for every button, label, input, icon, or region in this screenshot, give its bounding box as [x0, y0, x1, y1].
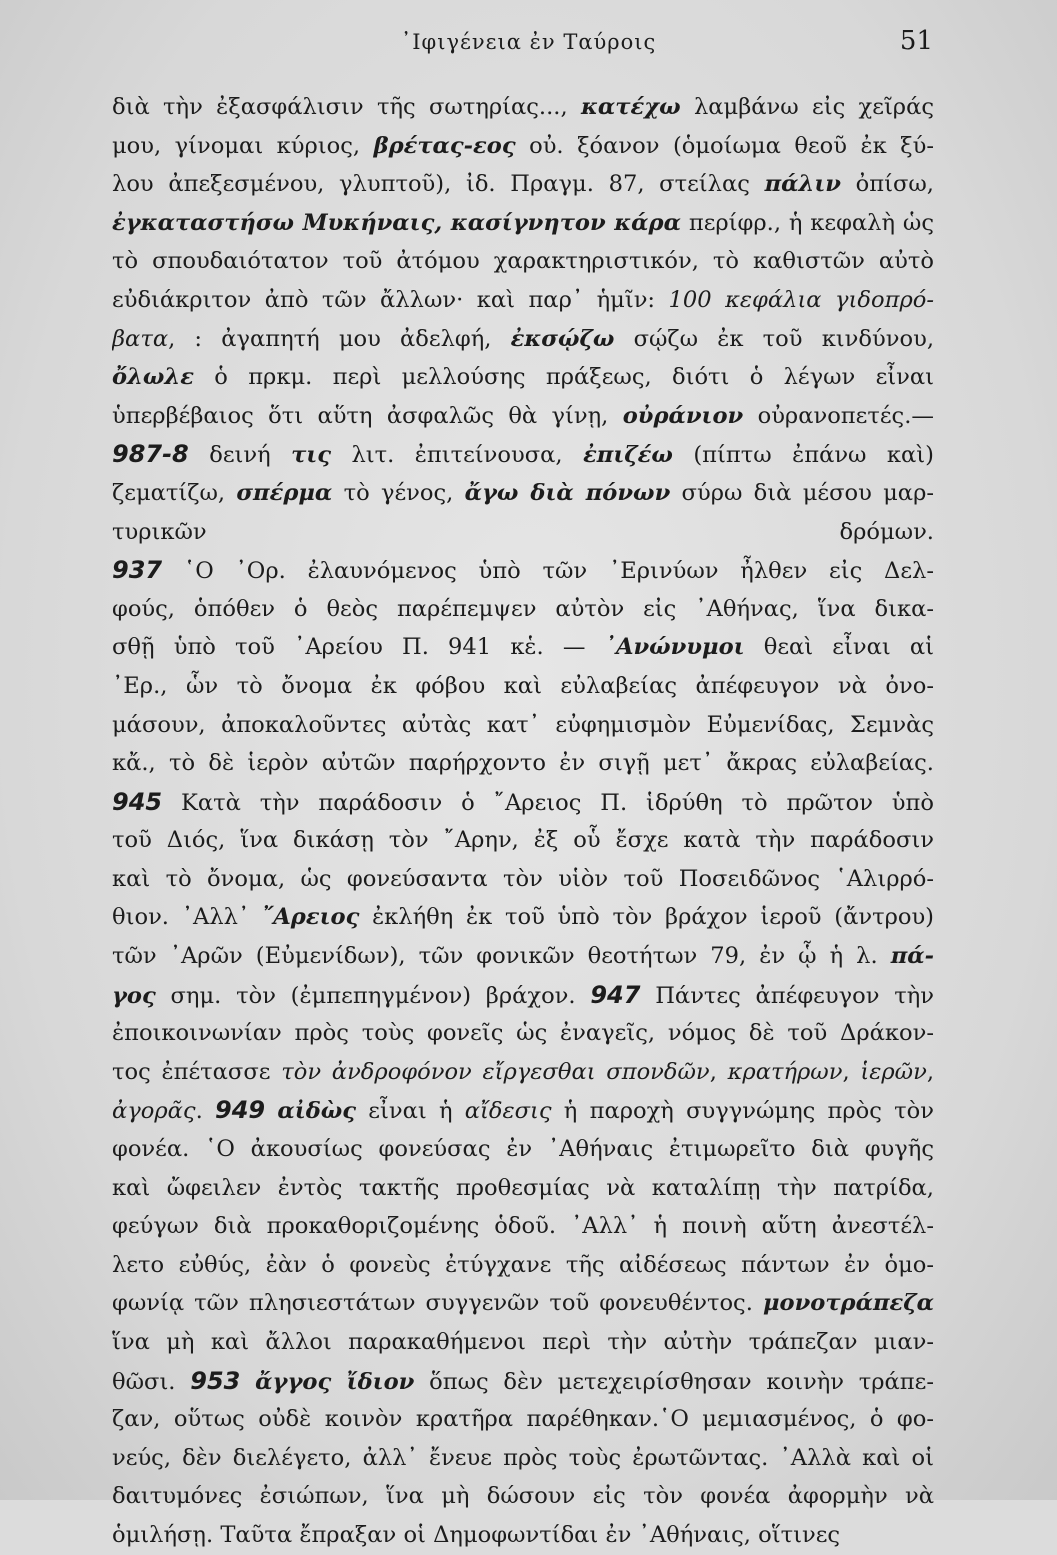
- line-text: οὐ. ξόανον (ὁμοίωμα θεοῦ ἐκ ξύ-: [515, 132, 934, 159]
- text-line: [112, 1246, 934, 1285]
- lemma-text: ἐπιζέω: [583, 442, 673, 469]
- line-text: λετο εὐθύς, ἐὰν ὁ φονεὺς ἐτύγχανε τῆς αἰδέσεως πάντων ἐν ὁμο-: [112, 1251, 934, 1278]
- line-text: Πάντες ἀπέφευγον τὴν: [640, 982, 934, 1009]
- text-line: [112, 860, 934, 899]
- text-line: [112, 783, 934, 822]
- lemma-text: βρέτας-εος: [373, 132, 516, 159]
- line-text: κἄ., τὸ δὲ ἱερὸν αὐτῶν παρήρχοντο ἐν σιγῇ μετ᾽ ἄκρας εὐλαβείας.: [112, 750, 934, 777]
- text-line: [112, 513, 934, 552]
- line-text: οὐρανοπετές.—: [743, 402, 934, 429]
- text-line: [112, 281, 934, 320]
- line-text: λαμβάνω εἰς χεῖράς: [680, 94, 934, 120]
- page-number: 51: [899, 26, 933, 56]
- commentary-text: [112, 88, 934, 1555]
- line-text: ἐποικοινωνίαν πρὸς τοὺς φονεῖς ὡς ἐναγεῖς, νόμος δὲ τοῦ Δράκον-: [112, 1020, 934, 1047]
- text-line: [112, 242, 934, 281]
- line-text: θῶσι.: [112, 1368, 191, 1395]
- text-line: [112, 435, 934, 474]
- verse-number: 937: [112, 556, 163, 585]
- text-line: [112, 1362, 934, 1401]
- lemma-text: σπέρμα: [236, 479, 333, 506]
- lemma-text: οὐράνιον: [622, 402, 744, 429]
- line-text: εὐδιάκριτον ἀπὸ τῶν ἄλλων· καὶ παρ᾽ ἡμῖν:: [112, 286, 669, 313]
- line-text: λιτ. ἐπιτείνουσα,: [331, 442, 584, 469]
- text-line: [112, 744, 934, 783]
- line-text: σθῇ ὑπὸ τοῦ ᾿Αρείου Π. 941 κἑ. —: [112, 634, 605, 661]
- line-text: φονέα. ῾Ο ἀκουσίως φονεύσας ἐν ᾿Αθήναις ἐτιμωρεῖτο διὰ φυγῆς: [112, 1136, 934, 1163]
- text-line: [112, 165, 934, 204]
- text-line: [112, 1053, 934, 1092]
- line-text: τὸ σπουδαιότατον τοῦ ἀτόμου χαρακτηριστικόν, τὸ καθιστῶν αὐτὸ: [112, 248, 934, 275]
- line-text: καὶ ὤφειλεν ἐντὸς τακτῆς προθεσμίας νὰ καταλίπῃ τὴν πατρίδα,: [112, 1174, 934, 1201]
- text-line: [112, 474, 934, 513]
- line-text: ῾Ο ᾿Ορ. ἐλαυνόμενος ὑπὸ τῶν ᾿Ερινύων ἦλθεν εἰς Δελ-: [162, 558, 934, 585]
- text-line: [112, 1014, 934, 1053]
- lemma-text: ἀγορᾶς: [112, 1098, 196, 1125]
- lemma-text: τις: [291, 442, 332, 469]
- lemma-text: αἴδεσις: [464, 1098, 552, 1125]
- text-line: [112, 937, 934, 976]
- lemma-text: γος: [112, 982, 156, 1009]
- lemma-text: κρατήρων: [727, 1058, 843, 1085]
- text-line: [112, 667, 934, 706]
- line-text: φωνίᾳ τῶν πλησιεστάτων συγγενῶν τοῦ φονευθέντος.: [112, 1290, 763, 1317]
- line-text: ζαν, οὕτως οὐδὲ κοινὸν κρατῆρα παρέθηκαν.῾Ο μεμιασμένος, ὁ φο-: [112, 1406, 934, 1433]
- text-line: [112, 204, 934, 243]
- line-text: ἵνα μὴ καὶ ἄλλοι παρακαθήμενοι περὶ τὴν αὐτὴν τράπεζαν μιαν-: [112, 1329, 934, 1355]
- lemma-text: ὄλωλε: [112, 364, 195, 391]
- line-text: θεαὶ εἶναι αἱ: [744, 634, 934, 661]
- line-text: θιον. ᾿Αλλ᾽: [112, 904, 262, 931]
- line-text: τος ἐπέτασσε: [112, 1058, 282, 1085]
- text-line: [112, 628, 934, 667]
- lemma-text: πάλιν: [764, 171, 841, 198]
- text-line: [112, 1091, 934, 1130]
- text-line: [112, 1400, 934, 1439]
- line-text: σῴζω ἐκ τοῦ κινδύνου,: [614, 325, 934, 352]
- text-line: [112, 358, 934, 397]
- line-text: ἡ παροχὴ συγγνώμης πρὸς τὸν: [551, 1098, 934, 1125]
- lemma-text: κατέχω: [580, 94, 681, 120]
- line-text: Κατὰ τὴν παράδοσιν ὁ ῎Αρειος Π. ἱδρύθη τὸ πρῶτον ὑπὸ: [162, 789, 934, 816]
- line-text: ζεματίζω,: [112, 479, 237, 506]
- verse-number: 987-8: [112, 440, 189, 469]
- lemma-text: ῎Αρειος: [261, 904, 360, 931]
- text-line: [112, 976, 934, 1015]
- line-text: [240, 1369, 255, 1395]
- text-line: [112, 551, 934, 590]
- lemma-text: ἄγω διὰ πόνων: [464, 479, 671, 506]
- lemma-text: αἰδὼς: [277, 1098, 357, 1125]
- line-text: περίφρ., ἡ κεφαλὴ ὡς: [680, 209, 934, 236]
- verse-number: 947: [590, 980, 641, 1009]
- verse-number: 953: [190, 1366, 241, 1395]
- verse-number: 945: [112, 787, 163, 816]
- text-line: [112, 397, 934, 436]
- text-line: [112, 1439, 934, 1478]
- line-text: τῶν ᾿Αρῶν (Εὐμενίδων), τῶν φονικῶν θεοτήτων 79, ἐν ᾧ ἡ λ.: [112, 943, 891, 970]
- line-text: ,: [709, 1058, 728, 1085]
- text-line: [112, 320, 934, 359]
- line-text: μάσουν, ἀποκαλοῦντες αὐτὰς κατ᾽ εὐφημισμὸν Εὐμενίδας, Σεμνὰς: [112, 711, 934, 738]
- line-text: σημ. τὸν (ἐμπεπηγμένον) βράχον.: [155, 982, 591, 1009]
- text-line: [112, 1207, 934, 1246]
- line-text: .: [195, 1098, 215, 1125]
- text-line: [112, 1284, 934, 1323]
- text-line: [112, 706, 934, 745]
- text-line: [112, 88, 934, 127]
- line-text: ἐκλήθη ἐκ τοῦ ὑπὸ τὸν βράχον ἱεροῦ (ἄντρου): [359, 904, 934, 931]
- line-text: σύρω διὰ μέσου μαρ-: [670, 479, 934, 506]
- line-text: ὀπίσω,: [840, 171, 934, 198]
- line-text: , : ἀγαπητή μου ἀδελφή,: [168, 325, 511, 352]
- line-text: δαιτυμόνες ἐσιώπων, ἵνα μὴ δώσουν εἰς τὸν φονέα ἀφορμὴν νὰ: [112, 1483, 934, 1510]
- lemma-text: ἐγκαταστήσω Μυκήναις, κασίγνητον κάρα: [112, 209, 681, 236]
- lemma-text: ἱερῶν: [860, 1058, 927, 1085]
- line-text: (πίπτω ἐπάνω καὶ): [672, 442, 934, 469]
- line-text: ὑπερβέβαιος ὅτι αὕτη ἀσφαλῶς θὰ γίνῃ,: [112, 402, 623, 429]
- line-text: διὰ τὴν ἐξασφάλισιν τῆς σωτηρίας...,: [112, 94, 581, 120]
- line-text: λου ἀπεξεσμένου, γλυπτοῦ), ἰδ. Πραγμ. 87, στείλας: [112, 171, 765, 198]
- lemma-text: τὸν ἀνδροφόνον εἴργεσθαι σπονδῶν: [281, 1058, 710, 1085]
- line-text: ,: [842, 1058, 861, 1085]
- lemma-text: ᾿Ανώνυμοι: [604, 634, 745, 661]
- text-line: [112, 898, 934, 937]
- lemma-text: ἄγγος ἴδιον: [255, 1368, 415, 1395]
- line-text: ᾿Ερ., ὧν τὸ ὄνομα ἐκ φόβου καὶ εὐλαβείας ἀπέφευγον νὰ ὀνο-: [112, 672, 934, 699]
- line-text: ὁμιλήσῃ. Ταῦτα ἔπραξαν οἱ Δημοφωντίδαι ἐν ᾿Αθήναις, οἵτινες: [112, 1521, 841, 1548]
- verse-number: 949: [215, 1096, 266, 1125]
- line-text: τυρικῶν δρόμων.: [112, 518, 934, 545]
- line-text: τὸ γένος,: [332, 479, 465, 506]
- line-text: τοῦ Διός, ἵνα δικάσῃ τὸν ῎Αρην, ἐξ οὗ ἔσχε κατὰ τὴν παράδοσιν: [112, 827, 934, 854]
- running-head: [0, 26, 1057, 66]
- line-text: νεύς, δὲν διελέγετο, ἀλλ᾽ ἔνευε πρὸς τοὺς ἐρωτῶντας. ᾿Αλλὰ καὶ οἱ: [112, 1444, 934, 1471]
- line-text: μου, γίνομαι κύριος,: [112, 132, 374, 159]
- lemma-text: ἐκσῴζω: [510, 325, 615, 352]
- text-line: [112, 590, 934, 629]
- text-line: [112, 821, 934, 860]
- line-text: εἶναι ἡ: [356, 1098, 465, 1125]
- line-text: φούς, ὁπόθεν ὁ θεὸς παρέπεμψεν αὐτὸν εἰς ᾿Αθήνας, ἵνα δικα-: [112, 595, 934, 622]
- line-text: δεινή: [188, 442, 292, 469]
- text-line: [112, 1477, 934, 1516]
- lemma-text: πά-: [890, 943, 934, 970]
- text-line: [112, 1516, 934, 1555]
- line-text: καὶ τὸ ὄνομα, ὡς φονεύσαντα τὸν υἱὸν τοῦ Ποσειδῶνος ῾Αλιρρό-: [112, 865, 934, 892]
- text-line: [112, 1323, 934, 1362]
- text-line: [112, 1130, 934, 1169]
- line-text: [265, 1098, 277, 1124]
- lemma-text: βατα: [112, 325, 169, 352]
- text-line: [112, 127, 934, 166]
- lemma-text: μονοτράπεζα: [762, 1290, 934, 1317]
- running-title: ᾿Ιφιγένεια ἐν Ταύροις: [400, 30, 657, 54]
- lemma-text: 100 κεφάλια γιδοπρό-: [668, 286, 934, 313]
- line-text: ὅπως δὲν μετεχειρίσθησαν κοινὴν τράπε-: [414, 1368, 934, 1395]
- line-text: φεύγων διὰ προκαθοριζομένης ὁδοῦ. ᾿Αλλ᾽ ἡ ποινὴ αὕτη ἀνεστέλ-: [112, 1213, 934, 1240]
- line-text: ὁ πρκμ. περὶ μελλούσης πράξεως, διότι ὁ λέγων εἶναι: [194, 364, 934, 391]
- text-line: [112, 1169, 934, 1208]
- line-text: ,: [926, 1058, 934, 1085]
